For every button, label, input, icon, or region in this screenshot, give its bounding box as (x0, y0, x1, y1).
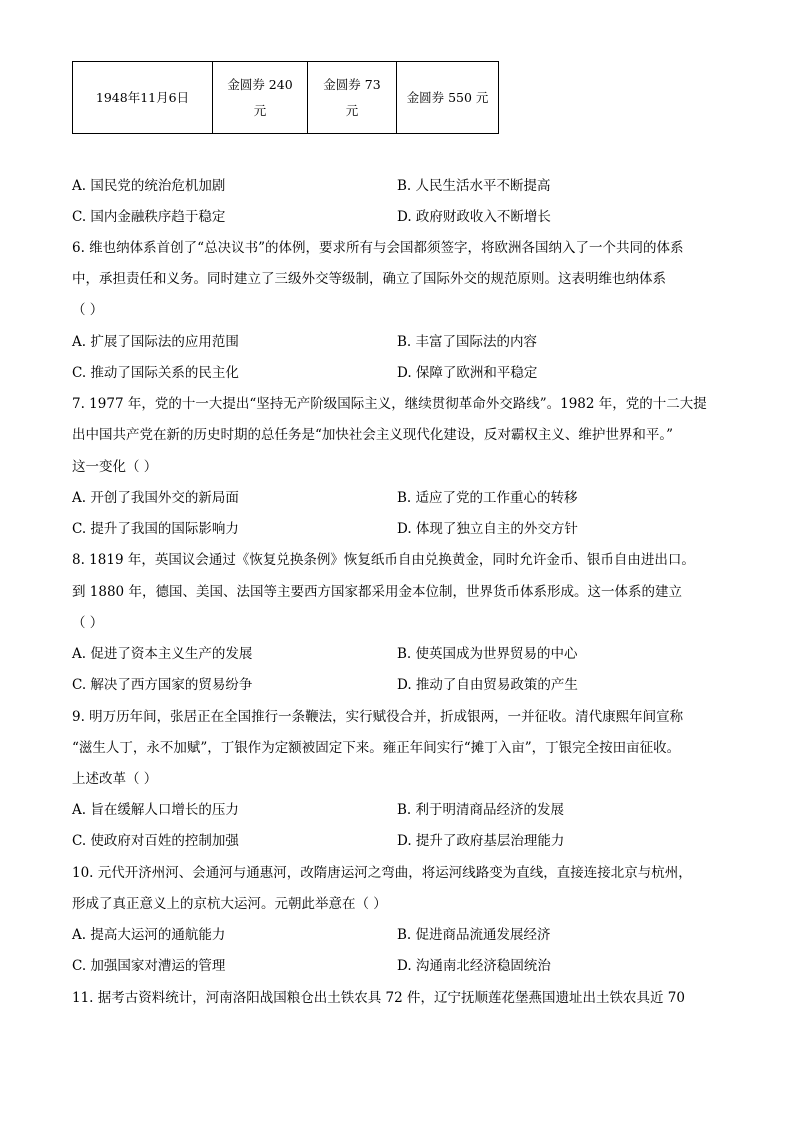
option-b: B. 人民生活水平不断提高 (397, 178, 551, 194)
question-text: 到 1880 年，德国、美国、法国等主要西方国家都采用金本位制，世界货币体系形成。这一体系的建立 (72, 584, 682, 600)
option-b: B. 利于明清商品经济的发展 (397, 802, 565, 818)
date-text: 1948年11月6日 (95, 89, 190, 105)
price-text: 金圆券 550 元 (406, 89, 489, 105)
question-text: 11. 据考古资料统计，河南洛阳战国粮仓出土铁农具 72 件，辽宁抚顺莲花堡燕国遗址出土铁农具近 70 (72, 990, 685, 1006)
question-text: “滋生人丁，永不加赋”，丁银作为定额被固定下来。雍正年间实行“摊丁入亩”，丁银完全按田亩征收。 (72, 740, 681, 756)
option-d: D. 沟通南北经济稳固统治 (397, 958, 551, 974)
question-text: 6. 维也纳体系首创了“总决议书”的体例，要求所有与会国都须签字，将欧洲各国纳入了一个共同的体系 (72, 240, 684, 256)
option-c: C. 加强国家对漕运的管理 (72, 958, 226, 974)
question-text: 形成了真正意义上的京杭大运河。元朝此举意在（ ） (72, 896, 387, 912)
answer-blank: （ ） (72, 615, 104, 631)
price-cell (308, 62, 397, 134)
option-c: C. 国内金融秩序趋于稳定 (72, 209, 226, 225)
question-text: 中，承担责任和义务。同时建立了三级外交等级制，确立了国际外交的规范原则。这表明维也纳体系 (72, 271, 666, 287)
price-text: 金圆券 240 (227, 76, 293, 92)
option-a: A. 国民党的统治危机加剧 (72, 178, 226, 194)
option-d: D. 保障了欧洲和平稳定 (397, 365, 538, 381)
question-text: 10. 元代开济州河、会通河与通惠河，改隋唐运河之弯曲，将运河线路变为直线，直接连接北京与杭州， (72, 865, 692, 881)
option-b: B. 使英国成为世界贸易的中心 (397, 646, 578, 662)
date-cell (73, 62, 213, 134)
price-cell (213, 62, 308, 134)
option-b: B. 丰富了国际法的内容 (397, 334, 538, 350)
option-c: C. 推动了国际关系的民主化 (72, 365, 239, 381)
table-row (73, 62, 499, 134)
option-a: A. 扩展了国际法的应用范围 (72, 334, 239, 350)
option-c: C. 解决了西方国家的贸易纷争 (72, 677, 253, 693)
question-text: 8. 1819 年，英国议会通过《恢复兑换条例》恢复纸币自由兑换黄金，同时允许金币、银币自由进出口。 (72, 552, 695, 568)
option-a: A. 开创了我国外交的新局面 (72, 490, 239, 506)
option-d: D. 政府财政收入不断增长 (397, 209, 551, 225)
option-d: D. 推动了自由贸易政策的产生 (397, 677, 578, 693)
question-text: 这一变化（ ） (72, 459, 158, 475)
question-text: 出中国共产党在新的历史时期的总任务是“加快社会主义现代化建设，反对霸权主义、维护世界和平。” (72, 427, 674, 443)
option-a: A. 提高大运河的通航能力 (72, 927, 226, 943)
answer-blank: （ ） (72, 302, 104, 318)
price-unit: 元 (345, 102, 359, 118)
question-text: 上述改革（ ） (72, 771, 158, 787)
price-text: 金圆券 73 (323, 76, 381, 92)
option-c: C. 提升了我国的国际影响力 (72, 521, 239, 537)
option-b: B. 适应了党的工作重心的转移 (397, 490, 578, 506)
option-c: C. 使政府对百姓的控制加强 (72, 833, 239, 849)
option-b: B. 促进商品流通发展经济 (397, 927, 551, 943)
option-a: A. 旨在缓解人口增长的压力 (72, 802, 239, 818)
price-unit: 元 (253, 102, 267, 118)
question-text: 9. 明万历年间，张居正在全国推行一条鞭法，实行赋役合并，折成银两，一并征收。清代康熙年间宣称 (72, 709, 684, 725)
price-cell (397, 62, 499, 134)
question-text: 7. 1977 年，党的十一大提出“坚持无产阶级国际主义，继续贯彻革命外交路线”。1982 年，党的十二大提 (72, 396, 707, 412)
option-a: A. 促进了资本主义生产的发展 (72, 646, 253, 662)
option-d: D. 体现了独立自主的外交方针 (397, 521, 578, 537)
price-table (72, 61, 499, 134)
option-d: D. 提升了政府基层治理能力 (397, 833, 565, 849)
